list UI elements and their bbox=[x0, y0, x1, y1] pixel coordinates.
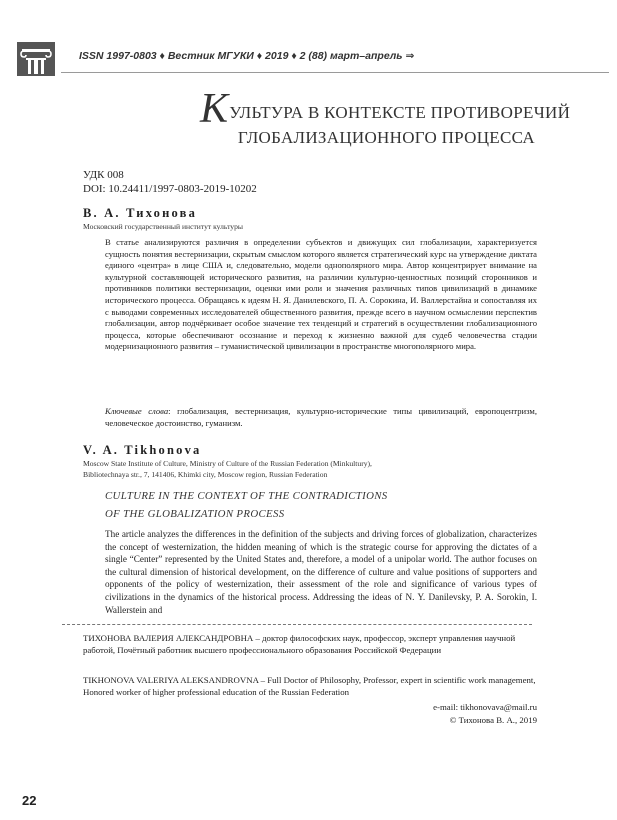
article-title bbox=[200, 86, 571, 148]
keywords-text: : глобализация, вестернизация, культурно-исторические типы цивилизаций, европоцентризм, человеческое достоинство, гуманизм. bbox=[105, 406, 537, 428]
abstract-ru: В статье анализируются различия в определении субъектов и движущих сил глобализации, характеризуется сущность понятия вестернизации, скрытым смыслом которого является стратегический курс на утверждение диктата единого «центра» в лице США и, следовательно, модели однополярного мира. Автор концентрирует внимание на культурной составляющей исторического развития, на различии культурно-ценностных позиций сторонников и противников политики вестернизации, оценки ими роли и значения различных типов цивилизаций в динамике исторического процесса. Обращаясь к идеям Н. Я. Данилевского, П. А. Сорокина, И. Валлерстайна и сопоставляя их с выводами современных исследователей общественного развития, прежде всего в научном осмыслении перспектив глобализации, автор подчёркивает особое значение тех тенденций и стратегий в осуществлении глобализационного процесса, которые обеспечивают осознание и переход к жизненно важной для судеб человечества стадии модернизационного развития – гуманистической цивилизации в пространстве многополярного мира. bbox=[105, 237, 537, 352]
affiliation-ru: Московский государственный институт культуры bbox=[83, 222, 244, 231]
author-name-ru: В. А. Тихонова bbox=[83, 206, 198, 220]
running-header bbox=[17, 42, 609, 76]
footnote-separator bbox=[62, 624, 532, 625]
abstract-en: The article analyzes the differences in the definition of the subjects and driving forces of globalization, characterizes the concept of westernization, the hidden meaning of which is the strategic course for approving the dictates of a single “Center” represented by the United States and, therefore, a model of a unipolar world. The author focuses on the cultural dimension of historical development, on the difference of culture and value positions of supporters and opponents of the policy of westernization, their assessment of the role and significance of various types of civilizations in the dynamics of the historical process. Addressing the ideas of N. Y. Danilevsky, P. A. Sorokin, I. Wallerstein and bbox=[105, 529, 537, 615]
title-initial: К bbox=[200, 86, 229, 132]
copyright: © Тихонова В. А., 2019 bbox=[449, 715, 537, 725]
title-en-line-1: CULTURE IN THE CONTEXT OF THE CONTRADICTIONS bbox=[105, 490, 388, 502]
author-bio-en-text: TIKHONOVA VALERIYA ALEKSANDROVNA – Full Doctor of Philosophy, Professor, expert in scientific work management, Honored worker of higher professional education of the Russian Federation bbox=[83, 675, 536, 697]
author-bio-en bbox=[83, 675, 536, 699]
keywords-ru bbox=[105, 406, 537, 429]
author-bio-ru bbox=[83, 633, 536, 657]
header-divider bbox=[61, 72, 609, 73]
author-name-en: V. A. Tikhonova bbox=[83, 443, 202, 457]
affiliation-en-line-1: Moscow State Institute of Culture, Ministry of Culture of the Russian Federation (Minkultury), bbox=[83, 459, 372, 468]
title-line-2: ГЛОБАЛИЗАЦИОННОГО ПРОЦЕССА bbox=[237, 128, 535, 147]
affiliation-en-line-2: Bibliotechnaya str., 7, 141406, Khimki city, Moscow region, Russian Federation bbox=[83, 470, 328, 479]
udk-code: УДК 008 bbox=[83, 169, 124, 181]
title-en-line-2: OF THE GLOBALIZATION PROCESS bbox=[105, 508, 285, 520]
doi: DOI: 10.24411/1997-0803-2019-10202 bbox=[83, 183, 257, 195]
title-line-1-rest: УЛЬТУРА В КОНТЕКСТЕ ПРОТИВОРЕЧИЙ bbox=[229, 103, 571, 122]
author-bio-ru-text: ТИХОНОВА ВАЛЕРИЯ АЛЕКСАНДРОВНА – доктор философских наук, профессор, эксперт управления научной работой, Почётный работник высшего профессионального образования Российской Федерации bbox=[83, 633, 516, 655]
title-line-1 bbox=[200, 86, 571, 132]
column-capital-icon bbox=[17, 42, 55, 76]
running-head-text: ISSN 1997-0803 ♦ Вестник МГУКИ ♦ 2019 ♦ 2 (88) март–апрель ⇒ bbox=[79, 50, 415, 62]
keywords-label: Ключевые слова bbox=[105, 406, 169, 416]
page-number: 22 bbox=[22, 793, 37, 808]
author-email: e-mail: tikhonovava@mail.ru bbox=[433, 702, 537, 712]
